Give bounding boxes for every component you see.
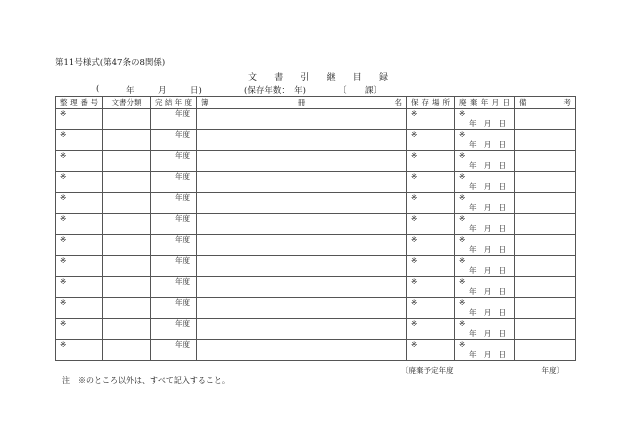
column-header-biko: 備 考 xyxy=(515,97,576,109)
cell-ledger-name[interactable] xyxy=(197,235,407,256)
asterisk-mark: ※ xyxy=(411,172,418,181)
cell-disposal-date[interactable] xyxy=(455,193,515,214)
asterisk-mark: ※ xyxy=(411,235,418,244)
year-unit: 年 xyxy=(469,182,477,191)
disposal-date-units xyxy=(469,224,506,234)
date-year-label: 年 xyxy=(126,86,135,96)
column-header-bosatsu: 簿 冊 名 xyxy=(197,97,407,109)
cell-remarks[interactable] xyxy=(515,172,576,193)
cell-ledger-name[interactable] xyxy=(197,277,407,298)
day-unit: 日 xyxy=(498,161,506,170)
table-row xyxy=(56,214,576,235)
asterisk-mark: ※ xyxy=(60,130,67,139)
column-header-bunrui: 文書分類 xyxy=(103,97,151,109)
asterisk-mark: ※ xyxy=(459,340,466,349)
asterisk-mark: ※ xyxy=(459,172,466,181)
table-row xyxy=(56,298,576,319)
column-header-haiki: 廃 棄 年 月 日 xyxy=(455,97,515,109)
disposal-year-line xyxy=(401,365,564,376)
year-unit: 年 xyxy=(469,308,477,317)
disposal-date-units xyxy=(469,245,506,255)
cell-completion-year[interactable] xyxy=(151,340,197,361)
asterisk-mark: ※ xyxy=(60,214,67,223)
asterisk-mark: ※ xyxy=(411,130,418,139)
section-open-bracket: 〔 xyxy=(338,86,347,96)
month-unit: 月 xyxy=(483,266,492,275)
fiscal-year-label: 年度 xyxy=(175,340,190,349)
disposal-date-units xyxy=(469,182,506,192)
cell-completion-year[interactable] xyxy=(151,277,197,298)
day-unit: 日 xyxy=(498,182,506,191)
cell-disposal-date[interactable] xyxy=(455,298,515,319)
disposal-year-label: 〔廃棄予定年度 xyxy=(401,366,454,375)
month-unit: 月 xyxy=(483,224,492,233)
retention-period-label: (保存年数： 年) xyxy=(244,86,306,96)
table-row xyxy=(56,319,576,340)
asterisk-mark: ※ xyxy=(459,130,466,139)
cell-document-class[interactable] xyxy=(103,130,151,151)
cell-seiri-number[interactable] xyxy=(56,151,103,172)
day-unit: 日 xyxy=(498,350,506,359)
disposal-date-units xyxy=(469,161,506,171)
month-unit: 月 xyxy=(483,119,492,128)
month-unit: 月 xyxy=(483,287,492,296)
cell-seiri-number[interactable] xyxy=(56,172,103,193)
cell-completion-year[interactable] xyxy=(151,130,197,151)
cell-remarks[interactable] xyxy=(515,109,576,130)
asterisk-mark: ※ xyxy=(60,151,67,160)
cell-seiri-number[interactable] xyxy=(56,130,103,151)
asterisk-mark: ※ xyxy=(60,277,67,286)
fiscal-year-label: 年度 xyxy=(175,298,190,307)
asterisk-mark: ※ xyxy=(411,298,418,307)
date-open-paren: ( xyxy=(96,84,100,94)
asterisk-mark: ※ xyxy=(411,340,418,349)
table-row xyxy=(56,256,576,277)
day-unit: 日 xyxy=(498,203,506,212)
date-month-label: 月 xyxy=(158,86,167,96)
cell-completion-year[interactable] xyxy=(151,256,197,277)
asterisk-mark: ※ xyxy=(60,340,67,349)
disposal-date-units xyxy=(469,329,506,339)
day-unit: 日 xyxy=(498,266,506,275)
cell-remarks[interactable] xyxy=(515,340,576,361)
month-unit: 月 xyxy=(483,329,492,338)
cell-ledger-name[interactable] xyxy=(197,319,407,340)
cell-storage-location[interactable] xyxy=(407,277,455,298)
cell-completion-year[interactable] xyxy=(151,319,197,340)
cell-storage-location[interactable] xyxy=(407,319,455,340)
month-unit: 月 xyxy=(483,203,492,212)
year-unit: 年 xyxy=(469,161,477,170)
form-number-label: 第11号様式(第47条の8関係) xyxy=(55,58,166,68)
cell-completion-year[interactable] xyxy=(151,298,197,319)
cell-storage-location[interactable] xyxy=(407,172,455,193)
year-unit: 年 xyxy=(469,329,477,338)
disposal-date-units xyxy=(469,119,506,129)
title-char: 引 xyxy=(300,73,310,83)
date-day-label: 日) xyxy=(190,86,202,96)
cell-ledger-name[interactable] xyxy=(197,193,407,214)
table-row xyxy=(56,172,576,193)
table-row xyxy=(56,130,576,151)
cell-remarks[interactable] xyxy=(515,151,576,172)
asterisk-mark: ※ xyxy=(459,319,466,328)
day-unit: 日 xyxy=(498,224,506,233)
asterisk-mark: ※ xyxy=(60,235,67,244)
cell-remarks[interactable] xyxy=(515,277,576,298)
day-unit: 日 xyxy=(498,329,506,338)
year-unit: 年 xyxy=(469,245,477,254)
cell-storage-location[interactable] xyxy=(407,340,455,361)
day-unit: 日 xyxy=(498,245,506,254)
asterisk-mark: ※ xyxy=(60,172,67,181)
disposal-date-units xyxy=(469,266,506,276)
cell-storage-location[interactable] xyxy=(407,256,455,277)
cell-completion-year[interactable] xyxy=(151,235,197,256)
asterisk-mark: ※ xyxy=(60,193,67,202)
year-unit: 年 xyxy=(469,224,477,233)
cell-document-class[interactable] xyxy=(103,235,151,256)
table-row xyxy=(56,340,576,361)
cell-completion-year[interactable] xyxy=(151,193,197,214)
cell-document-class[interactable] xyxy=(103,109,151,130)
cell-remarks[interactable] xyxy=(515,298,576,319)
asterisk-mark: ※ xyxy=(459,193,466,202)
column-header-kanketsu: 完 結 年 度 xyxy=(151,97,197,109)
cell-disposal-date[interactable] xyxy=(455,109,515,130)
title-char: 文 xyxy=(248,73,258,83)
column-header-hozon: 保 存 場 所 xyxy=(407,97,455,109)
day-unit: 日 xyxy=(498,140,506,149)
day-unit: 日 xyxy=(498,119,506,128)
cell-document-class[interactable] xyxy=(103,340,151,361)
cell-seiri-number[interactable] xyxy=(56,298,103,319)
cell-storage-location[interactable] xyxy=(407,151,455,172)
day-unit: 日 xyxy=(498,308,506,317)
disposal-date-units xyxy=(469,140,506,150)
cell-disposal-date[interactable] xyxy=(455,214,515,235)
cell-storage-location[interactable] xyxy=(407,235,455,256)
cell-seiri-number[interactable] xyxy=(56,319,103,340)
cell-seiri-number[interactable] xyxy=(56,256,103,277)
cell-document-class[interactable] xyxy=(103,172,151,193)
cell-remarks[interactable] xyxy=(515,235,576,256)
cell-remarks[interactable] xyxy=(515,130,576,151)
fiscal-year-label: 年度 xyxy=(175,256,190,265)
cell-storage-location[interactable] xyxy=(407,130,455,151)
fiscal-year-label: 年度 xyxy=(175,235,190,244)
table-row xyxy=(56,277,576,298)
cell-ledger-name[interactable] xyxy=(197,214,407,235)
cell-document-class[interactable] xyxy=(103,277,151,298)
month-unit: 月 xyxy=(483,245,492,254)
year-unit: 年 xyxy=(469,140,477,149)
fiscal-year-label: 年度 xyxy=(175,151,190,160)
cell-disposal-date[interactable] xyxy=(455,172,515,193)
cell-completion-year[interactable] xyxy=(151,214,197,235)
table-row xyxy=(56,193,576,214)
section-label: 課〕 xyxy=(365,86,383,96)
fiscal-year-label: 年度 xyxy=(175,172,190,181)
month-unit: 月 xyxy=(483,140,492,149)
cell-document-class[interactable] xyxy=(103,214,151,235)
year-unit: 年 xyxy=(469,350,477,359)
disposal-date-units xyxy=(469,287,506,297)
year-unit: 年 xyxy=(469,119,477,128)
cell-remarks[interactable] xyxy=(515,193,576,214)
cell-ledger-name[interactable] xyxy=(197,172,407,193)
cell-storage-location[interactable] xyxy=(407,193,455,214)
fiscal-year-label: 年度 xyxy=(175,319,190,328)
cell-disposal-date[interactable] xyxy=(455,235,515,256)
table-row xyxy=(56,151,576,172)
cell-seiri-number[interactable] xyxy=(56,340,103,361)
cell-disposal-date[interactable] xyxy=(455,151,515,172)
asterisk-mark: ※ xyxy=(411,319,418,328)
disposal-date-units xyxy=(469,203,506,213)
fiscal-year-label: 年度 xyxy=(175,193,190,202)
asterisk-mark: ※ xyxy=(60,109,67,118)
cell-completion-year[interactable] xyxy=(151,151,197,172)
cell-storage-location[interactable] xyxy=(407,214,455,235)
cell-disposal-date[interactable] xyxy=(455,256,515,277)
footnote: 注 ※のところ以外は、すべて記入すること。 xyxy=(62,376,230,385)
cell-document-class[interactable] xyxy=(103,151,151,172)
cell-remarks[interactable] xyxy=(515,214,576,235)
cell-seiri-number[interactable] xyxy=(56,109,103,130)
title-char: 継 xyxy=(326,73,336,83)
asterisk-mark: ※ xyxy=(411,256,418,265)
cell-document-class[interactable] xyxy=(103,298,151,319)
cell-disposal-date[interactable] xyxy=(455,277,515,298)
cell-seiri-number[interactable] xyxy=(56,235,103,256)
day-unit: 日 xyxy=(498,287,506,296)
disposal-date-units xyxy=(469,350,506,360)
asterisk-mark: ※ xyxy=(411,151,418,160)
month-unit: 月 xyxy=(483,161,492,170)
asterisk-mark: ※ xyxy=(459,214,466,223)
title-char: 録 xyxy=(378,73,388,83)
table-row xyxy=(56,109,576,130)
cell-ledger-name[interactable] xyxy=(197,109,407,130)
cell-storage-location[interactable] xyxy=(407,298,455,319)
year-unit: 年 xyxy=(469,287,477,296)
table-header-row xyxy=(56,97,576,109)
asterisk-mark: ※ xyxy=(411,277,418,286)
cell-document-class[interactable] xyxy=(103,256,151,277)
cell-ledger-name[interactable] xyxy=(197,151,407,172)
cell-remarks[interactable] xyxy=(515,319,576,340)
fiscal-year-label: 年度 xyxy=(175,130,190,139)
title-char: 書 xyxy=(274,73,284,83)
fiscal-year-label: 年度 xyxy=(175,109,190,118)
cell-completion-year[interactable] xyxy=(151,109,197,130)
column-header-seiri: 整 理 番 号 xyxy=(56,97,103,109)
cell-disposal-date[interactable] xyxy=(455,319,515,340)
year-unit: 年 xyxy=(469,266,477,275)
disposal-year-suffix: 年度〕 xyxy=(541,366,564,375)
asterisk-mark: ※ xyxy=(459,235,466,244)
fiscal-year-label: 年度 xyxy=(175,277,190,286)
cell-ledger-name[interactable] xyxy=(197,130,407,151)
cell-storage-location[interactable] xyxy=(407,109,455,130)
fiscal-year-label: 年度 xyxy=(175,214,190,223)
cell-ledger-name[interactable] xyxy=(197,256,407,277)
asterisk-mark: ※ xyxy=(459,256,466,265)
cell-disposal-date[interactable] xyxy=(455,340,515,361)
asterisk-mark: ※ xyxy=(411,214,418,223)
cell-seiri-number[interactable] xyxy=(56,277,103,298)
disposal-date-units xyxy=(469,308,506,318)
cell-ledger-name[interactable] xyxy=(197,298,407,319)
month-unit: 月 xyxy=(483,308,492,317)
transfer-list-table xyxy=(55,96,576,361)
cell-remarks[interactable] xyxy=(515,256,576,277)
asterisk-mark: ※ xyxy=(459,277,466,286)
cell-document-class[interactable] xyxy=(103,319,151,340)
asterisk-mark: ※ xyxy=(60,298,67,307)
asterisk-mark: ※ xyxy=(411,193,418,202)
asterisk-mark: ※ xyxy=(459,298,466,307)
cell-disposal-date[interactable] xyxy=(455,130,515,151)
cell-completion-year[interactable] xyxy=(151,172,197,193)
month-unit: 月 xyxy=(483,350,492,359)
cell-seiri-number[interactable] xyxy=(56,193,103,214)
cell-seiri-number[interactable] xyxy=(56,214,103,235)
title-char: 目 xyxy=(352,73,362,83)
asterisk-mark: ※ xyxy=(60,256,67,265)
document-title xyxy=(248,70,388,83)
asterisk-mark: ※ xyxy=(459,151,466,160)
asterisk-mark: ※ xyxy=(411,109,418,118)
cell-document-class[interactable] xyxy=(103,193,151,214)
table-row xyxy=(56,235,576,256)
year-unit: 年 xyxy=(469,203,477,212)
cell-ledger-name[interactable] xyxy=(197,340,407,361)
month-unit: 月 xyxy=(483,182,492,191)
asterisk-mark: ※ xyxy=(60,319,67,328)
asterisk-mark: ※ xyxy=(459,109,466,118)
